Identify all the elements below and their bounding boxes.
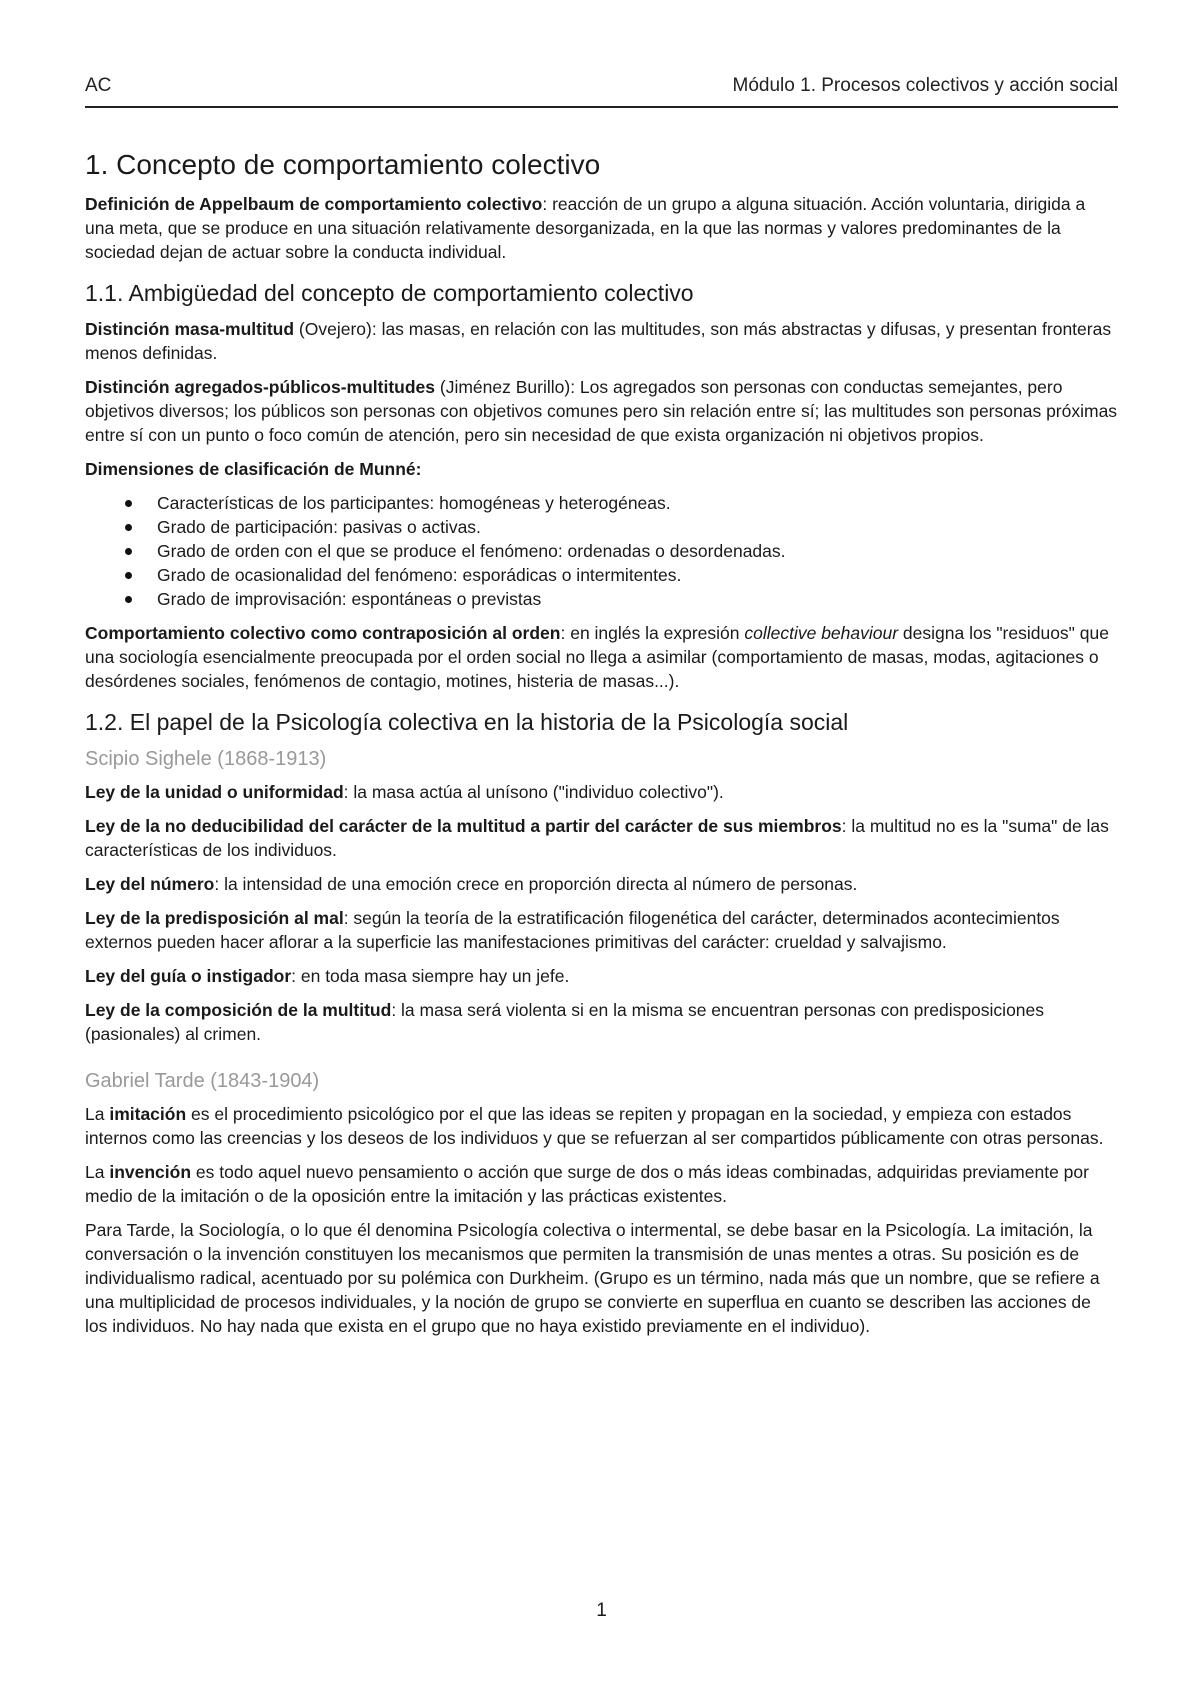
sighele-heading: Scipio Sighele (1868-1913) [85,748,327,770]
agregados-term: Distinción agregados-públicos-multitudes [85,377,436,397]
masa-multitud-term: Distinción masa-multitud [85,319,295,339]
munne-term: Dimensiones de clasificación de Munné: [85,459,422,479]
collective-behaviour-italic: collective behaviour [744,623,899,643]
law-text: : la masa será violenta si en la misma se encuentran personas con predisposiciones (pasionales) al crimen. [85,1000,1045,1044]
law-term: Ley de la composición de la multitud [85,1000,392,1020]
law-paragraph [85,964,1118,988]
section-1-2-title: 1.2. El papel de la Psicología colectiva en la historia de la Psicología social [85,709,849,735]
list-item: Grado de ocasionalidad del fenómeno: esporádicas o intermitentes. [157,563,1118,587]
list-item: Características de los participantes: homogéneas y heterogéneas. [157,491,1118,515]
appelbaum-text: : reacción de un grupo a alguna situación. Acción voluntaria, dirigida a una meta, que se produce en una situación relativamente desorganizada, en la que las normas y valores predominantes de la sociedad dejan de actuar sobre la conducta individual. [85,194,1086,262]
law-term: Ley de la unidad o uniformidad [85,782,344,802]
masa-multitud-paragraph [85,317,1118,365]
tarde-summary-paragraph: Para Tarde, la Sociología, o lo que él denomina Psicología colectiva o intermental, se debe basar en la Psicología. La imitación, la conversación o la invención constituyen los mecanismos que permiten la transmisión de unas mentes a otras. Su posición es de individualismo radical, acentuado por su polémica con Durkheim. (Grupo es un término, nada más que un nombre, que se refiere a una multiplicidad de procesos individuales, y la noción de grupo se convierte en superflua en cuanto se describen las acciones de los individuos. No hay nada que exista en el grupo que no haya existido previamente en el individuo). [85,1220,1100,1336]
contraposicion-term: Comportamiento colectivo como contraposición al orden [85,623,561,643]
law-text: : la masa actúa al unísono ("individuo colectivo"). [343,782,724,802]
appelbaum-term: Definición de Appelbaum de comportamiento colectivo [85,194,543,214]
agregados-text: (Jiménez Burillo): Los agregados son personas con conductas semejantes, pero objetivos diversos; los públicos son personas con objetivos comunes pero sin relación entre sí; las multitudes son personas próximas entre sí con un punto o foco común de atención, pero sin necesidad de que exista organización ni objetivos propios. [85,377,1118,445]
law-text: : la multitud no es la "suma" de las características de los individuos. [85,816,1109,860]
law-text: : en toda masa siempre hay un jefe. [291,966,570,986]
tarde-heading: Gabriel Tarde (1843-1904) [85,1070,320,1092]
header-module-title: Módulo 1. Procesos colectivos y acción social [732,75,1118,96]
imitacion-pre: La [85,1104,110,1124]
law-term: Ley de la predisposición al mal [85,908,344,928]
law-text: : según la teoría de la estratificación filogenética del carácter, determinados acontecimientos externos pueden hacer aflorar a la superficie las manifestaciones primitivas del carácter: crueldad y salvajismo. [85,908,1060,952]
list-item: Grado de participación: pasivas o activas. [157,515,1118,539]
law-paragraph [85,998,1118,1046]
invencion-text: es todo aquel nuevo pensamiento o acción que surge de dos o más ideas combinadas, adquiridas previamente por medio de la imitación o de la oposición entre la imitación y las prácticas existentes. [85,1162,1089,1206]
law-text: : la intensidad de una emoción crece en proporción directa al número de personas. [214,874,858,894]
page-header [85,72,1118,108]
law-paragraph [85,872,1118,896]
invencion-pre: La [85,1162,110,1182]
list-item: Grado de orden con el que se produce el fenómeno: ordenadas o desordenadas. [157,539,1118,563]
document-body [85,142,1118,1348]
agregados-paragraph [85,375,1118,447]
contraposicion-text-b: designa los "residuos" que una sociología esencialmente preocupada por el orden social no llega a asimilar (comportamiento de masas, modas, agitaciones o desórdenes sociales, fenómenos de contagio, motines, histeria de masas...). [85,623,1109,691]
section-1-1-title: 1.1. Ambigüedad del concepto de comportamiento colectivo [85,280,694,306]
contraposicion-text-a: : en inglés la expresión [560,623,745,643]
masa-multitud-text: (Ovejero): las masas, en relación con las multitudes, son más abstractas y difusas, y presentan fronteras menos definidas. [85,319,1112,363]
law-term: Ley del guía o instigador [85,966,292,986]
page-number: 1 [596,1600,607,1621]
appelbaum-definition [85,192,1118,264]
law-paragraph [85,906,1118,954]
invencion-term: invención [109,1162,192,1182]
law-term: Ley de la no deducibilidad del carácter de la multitud a partir del carácter de sus miembros [85,816,842,836]
contraposicion-paragraph [85,621,1118,693]
imitacion-term: imitación [109,1104,187,1124]
munne-dimensions-list [85,491,1118,611]
header-initials: AC [85,75,112,96]
munne-heading [85,457,1118,481]
imitacion-paragraph [85,1102,1118,1150]
law-paragraph [85,814,1118,862]
law-term: Ley del número [85,874,215,894]
law-paragraph [85,780,1118,804]
section-1-title: 1. Concepto de comportamiento colectivo [85,149,601,180]
list-item: Grado de improvisación: espontáneas o previstas [157,587,1118,611]
invencion-paragraph [85,1160,1118,1208]
imitacion-text: es el procedimiento psicológico por el que las ideas se repiten y propagan en la sociedad, y empieza con estados internos como las creencias y los deseos de los individuos y que se refuerzan al ser compartidos públicamente con otras personas. [85,1104,1104,1148]
